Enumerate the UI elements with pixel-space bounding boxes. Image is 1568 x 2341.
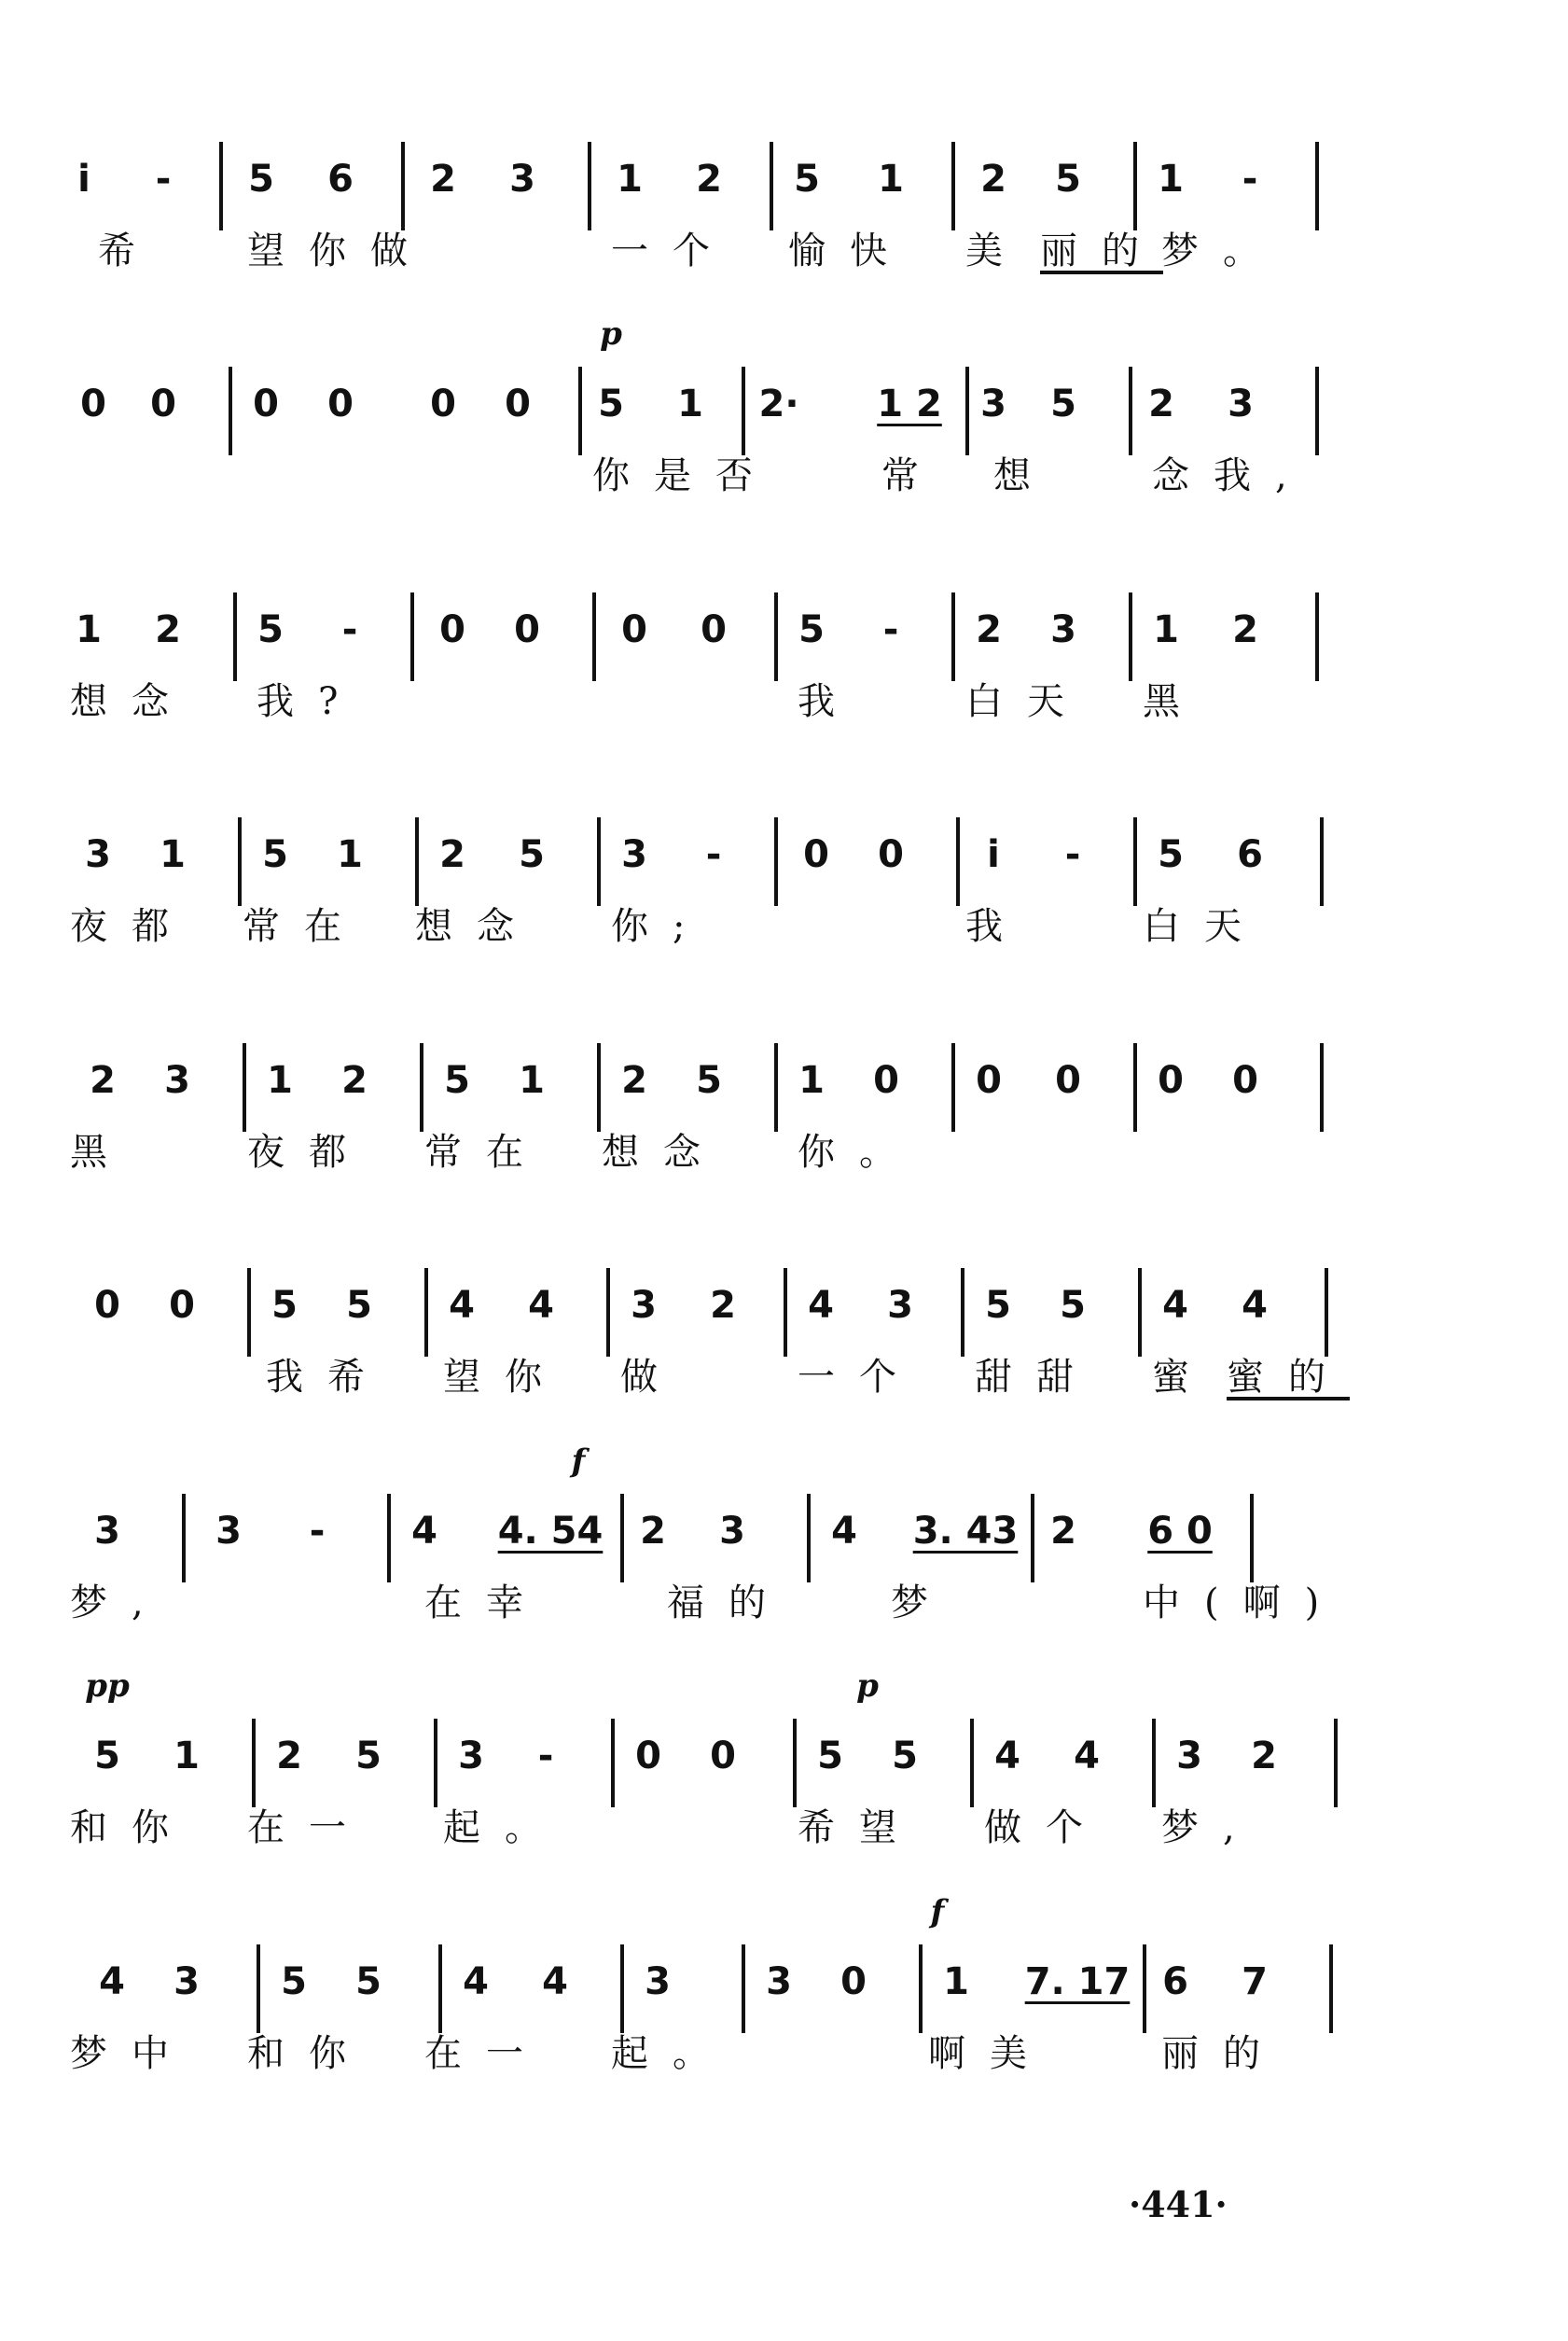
note: 5: [985, 1284, 1011, 1328]
barline: [410, 592, 414, 681]
page-number: ·441·: [1129, 2183, 1228, 2225]
note: 0: [439, 607, 465, 651]
note: 1: [160, 833, 186, 877]
score-row: [70, 766, 1357, 981]
lyric: 梦,: [70, 1581, 168, 1624]
lyric: 中(啊): [1143, 1581, 1344, 1624]
lyric: 我希: [266, 1356, 389, 1400]
note: 4: [1242, 1284, 1268, 1328]
note: 5: [892, 1735, 918, 1778]
note: 0: [80, 383, 106, 426]
note: 4: [528, 1284, 554, 1328]
note: 5: [817, 1735, 843, 1778]
score-row: [70, 1442, 1357, 1657]
note: 5: [598, 383, 624, 426]
note: 3: [215, 1509, 242, 1553]
dynamic-marking: f: [930, 1892, 945, 1930]
lyric: 梦。: [1161, 229, 1284, 272]
lyric: 念我,: [1152, 454, 1311, 498]
lyrics-line: [70, 1347, 1357, 1403]
lyric: 美: [965, 229, 1027, 272]
lyrics-line: [70, 1798, 1357, 1854]
note: 5: [1055, 157, 1081, 201]
barline: [793, 1719, 797, 1807]
note: 2: [1148, 383, 1174, 426]
note: 0: [710, 1735, 736, 1778]
barline: [970, 1719, 974, 1807]
note: 2: [341, 1058, 368, 1102]
note: 3: [1228, 383, 1254, 426]
barline: [784, 1268, 787, 1357]
note: 1: [798, 1058, 825, 1102]
lyric: 黑: [70, 1130, 132, 1174]
barline: [1250, 1494, 1254, 1582]
lyric: 我?: [257, 679, 363, 723]
note: 3: [85, 833, 111, 877]
note: 2: [90, 1058, 116, 1102]
note: 6: [1162, 1959, 1188, 2003]
lyric: 黑: [1143, 679, 1204, 723]
lyric: 丽的: [1040, 229, 1163, 272]
lyric: 蜜: [1152, 1356, 1214, 1400]
lyric: 望你做: [247, 229, 432, 272]
note: 0: [253, 383, 279, 426]
note: -: [155, 157, 172, 201]
note: 0: [505, 383, 531, 426]
note: 4: [1074, 1735, 1100, 1778]
lyric: 常在: [424, 1130, 548, 1174]
note: -: [341, 607, 358, 651]
note: 1: [1158, 157, 1184, 201]
barline: [606, 1268, 610, 1357]
barline: [1320, 817, 1324, 906]
note: 2: [155, 607, 181, 651]
barline: [243, 1043, 246, 1132]
barline: [965, 367, 969, 455]
note: 5: [794, 157, 820, 201]
score-row: [70, 1667, 1357, 1882]
barline: [1315, 367, 1319, 455]
note: 3: [458, 1735, 484, 1778]
notation-line: [70, 1893, 1357, 2024]
note: i: [987, 833, 1000, 877]
barline: [1315, 592, 1319, 681]
barline: [1129, 367, 1132, 455]
score-row: [70, 1217, 1357, 1431]
barline: [434, 1719, 437, 1807]
note: 3: [164, 1058, 190, 1102]
barline: [956, 817, 960, 906]
note: 4: [463, 1959, 489, 2003]
note: 3: [719, 1509, 745, 1553]
barline: [620, 1944, 624, 2033]
lyrics-line: [70, 897, 1357, 953]
note: 3: [631, 1284, 657, 1328]
lyric: 梦中: [70, 2031, 193, 2075]
dynamic-marking: pp: [85, 1667, 130, 1706]
note: 3: [645, 1959, 671, 2003]
lyric: 起。: [611, 2031, 734, 2075]
lyric: 望你: [443, 1356, 566, 1400]
barline: [1143, 1944, 1146, 2033]
lyric: 啊美: [928, 2031, 1051, 2075]
note: 0: [514, 607, 540, 651]
note: 0: [701, 607, 727, 651]
lyric: 我: [965, 905, 1027, 949]
lyric: 你。: [798, 1130, 921, 1174]
barline: [219, 142, 223, 230]
note: 0: [1158, 1058, 1184, 1102]
lyric: 常: [881, 454, 943, 498]
note: 0: [430, 383, 456, 426]
lyric: 想念: [70, 679, 193, 723]
barline: [229, 367, 232, 455]
lyrics-line: [70, 1122, 1357, 1178]
note: 2: [430, 157, 456, 201]
note: 3: [766, 1959, 792, 2003]
barline: [252, 1719, 256, 1807]
lyric: 我: [798, 679, 859, 723]
note: 4: [1162, 1284, 1188, 1328]
lyric: 丽的: [1161, 2031, 1284, 2075]
note: 5: [281, 1959, 307, 2003]
lyric: 夜都: [247, 1130, 370, 1174]
note: 0: [878, 833, 904, 877]
note: 2: [696, 157, 722, 201]
notation-line: [70, 315, 1357, 446]
note: 1: [337, 833, 363, 877]
note: 0: [840, 1959, 867, 2003]
barline: [620, 1494, 624, 1582]
barline: [387, 1494, 391, 1582]
note: 6: [1237, 833, 1263, 877]
note: 3: [887, 1284, 913, 1328]
note: 1 2: [877, 383, 942, 426]
dynamic-marking: p: [856, 1667, 879, 1706]
lyric: 想念: [415, 905, 538, 949]
note: 7: [1242, 1959, 1268, 2003]
note: 1: [173, 1735, 200, 1778]
lyric: 梦: [891, 1581, 952, 1624]
note: 1: [267, 1058, 293, 1102]
barline: [1320, 1043, 1324, 1132]
lyrics-line: [70, 2024, 1357, 2080]
lyric: 你是否: [592, 454, 777, 498]
barline: [257, 1944, 260, 2033]
note: 5: [262, 833, 288, 877]
barline: [1031, 1494, 1034, 1582]
note: -: [537, 1735, 554, 1778]
note: 6: [327, 157, 354, 201]
note: 5: [519, 833, 545, 877]
note: 0: [94, 1284, 120, 1328]
dynamic-marking: p: [600, 315, 622, 354]
barline: [1138, 1268, 1142, 1357]
barline: [807, 1494, 811, 1582]
note: 5: [355, 1735, 382, 1778]
lyric: 想: [993, 454, 1055, 498]
barline: [742, 1944, 745, 2033]
note: 5: [271, 1284, 298, 1328]
lyric: 蜜的: [1227, 1356, 1350, 1400]
note: -: [1242, 157, 1258, 201]
barline: [1315, 142, 1319, 230]
notation-line: [70, 91, 1357, 221]
notation-line: [70, 992, 1357, 1122]
barline: [951, 592, 955, 681]
note: 2: [276, 1735, 302, 1778]
note: 0: [635, 1735, 661, 1778]
note: 0: [327, 383, 354, 426]
barline: [951, 1043, 955, 1132]
note: 4: [808, 1284, 834, 1328]
note: 0: [1055, 1058, 1081, 1102]
barline: [401, 142, 405, 230]
lyric: 白天: [965, 679, 1089, 723]
barline: [247, 1268, 251, 1357]
barline: [578, 367, 582, 455]
score-row: [70, 1893, 1357, 2108]
lyric: 夜都: [70, 905, 193, 949]
note: 0: [150, 383, 176, 426]
lyric: 愉快: [788, 229, 911, 272]
lyric: 一个: [798, 1356, 921, 1400]
note: 1: [519, 1058, 545, 1102]
lyric: 甜甜: [975, 1356, 1098, 1400]
notation-line: [70, 1442, 1357, 1573]
barline: [961, 1268, 964, 1357]
note: 2: [1232, 607, 1258, 651]
note: 3: [621, 833, 647, 877]
lyric: 起。: [443, 1806, 566, 1850]
note: 0: [621, 607, 647, 651]
barline: [415, 817, 419, 906]
note: 3. 43: [912, 1509, 1019, 1553]
note: 2: [621, 1058, 647, 1102]
note: 0: [873, 1058, 899, 1102]
lyric: 和你: [70, 1806, 193, 1850]
barline: [597, 817, 601, 906]
note: 2: [1251, 1735, 1277, 1778]
note: 2: [640, 1509, 666, 1553]
note: 2·: [758, 383, 799, 426]
barline: [420, 1043, 423, 1132]
notation-line: [70, 766, 1357, 897]
lyric: 和你: [247, 2031, 370, 2075]
note: 4: [831, 1509, 857, 1553]
barline: [1133, 817, 1137, 906]
barline: [1334, 1719, 1338, 1807]
barline: [611, 1719, 615, 1807]
lyric: 在一: [424, 2031, 548, 2075]
note: 4: [411, 1509, 437, 1553]
note: 5: [1060, 1284, 1086, 1328]
note: 3: [1176, 1735, 1202, 1778]
lyric: 福的: [667, 1581, 790, 1624]
barline: [1329, 1944, 1333, 2033]
note: 1: [943, 1959, 969, 2003]
note: 5: [346, 1284, 372, 1328]
lyric: 希望: [798, 1806, 921, 1850]
barline: [182, 1494, 186, 1582]
note: -: [882, 607, 899, 651]
barline: [774, 1043, 778, 1132]
lyrics-line: [70, 1573, 1357, 1629]
barline: [1133, 142, 1137, 230]
note: 2: [439, 833, 465, 877]
note: 2: [710, 1284, 736, 1328]
note: 4: [449, 1284, 475, 1328]
lyric: 在一: [247, 1806, 370, 1850]
dynamic-marking: f: [571, 1442, 586, 1480]
barline: [770, 142, 773, 230]
lyric: 希: [98, 229, 160, 272]
barline: [1325, 1268, 1328, 1357]
note: 1: [617, 157, 643, 201]
barline: [592, 592, 596, 681]
barline: [919, 1944, 923, 2033]
lyric: 梦,: [1161, 1806, 1259, 1850]
note: 0: [976, 1058, 1002, 1102]
note: 5: [1050, 383, 1076, 426]
note: 1: [878, 157, 904, 201]
note: 2: [976, 607, 1002, 651]
lyric: 你;: [611, 905, 710, 949]
note: -: [309, 1509, 326, 1553]
note: 3: [94, 1509, 120, 1553]
barline: [238, 817, 242, 906]
lyric: 做: [620, 1356, 682, 1400]
lyric: 做个: [984, 1806, 1107, 1850]
note: 5: [355, 1959, 382, 2003]
note: 2: [980, 157, 1006, 201]
barline: [742, 367, 745, 455]
note: 1: [1153, 607, 1179, 651]
note: -: [1064, 833, 1081, 877]
barline: [438, 1944, 442, 2033]
note: -: [705, 833, 722, 877]
note: 3: [509, 157, 535, 201]
note: 5: [696, 1058, 722, 1102]
lyric: 一个: [611, 229, 734, 272]
note: 7. 17: [1024, 1959, 1131, 2003]
note: 3: [173, 1959, 200, 2003]
note: 6 0: [1147, 1509, 1213, 1553]
note: 0: [169, 1284, 195, 1328]
notation-line: [70, 541, 1357, 672]
note: 3: [1050, 607, 1076, 651]
lyrics-line: [70, 446, 1357, 502]
note: 3: [980, 383, 1006, 426]
note: 0: [1232, 1058, 1258, 1102]
barline: [1133, 1043, 1137, 1132]
score-row: [70, 315, 1357, 530]
lyric: 想念: [602, 1130, 725, 1174]
note: 5: [444, 1058, 470, 1102]
note: 4: [99, 1959, 125, 2003]
note: 5: [1158, 833, 1184, 877]
note: 5: [248, 157, 274, 201]
barline: [233, 592, 237, 681]
lyrics-line: [70, 221, 1357, 277]
lyrics-line: [70, 672, 1357, 728]
note: i: [77, 157, 90, 201]
score-row: [70, 992, 1357, 1206]
note: 5: [257, 607, 284, 651]
barline: [774, 817, 778, 906]
lyric: 在幸: [424, 1581, 548, 1624]
notation-line: [70, 1217, 1357, 1347]
notation-line: [70, 1667, 1357, 1798]
barline: [951, 142, 955, 230]
barline: [424, 1268, 428, 1357]
score-row: [70, 541, 1357, 756]
barline: [774, 592, 778, 681]
barline: [588, 142, 591, 230]
barline: [1152, 1719, 1156, 1807]
lyric: 常在: [243, 905, 366, 949]
note: 4: [542, 1959, 568, 2003]
note: 5: [94, 1735, 120, 1778]
note: 4: [994, 1735, 1020, 1778]
note: 0: [803, 833, 829, 877]
note: 1: [76, 607, 102, 651]
note: 1: [677, 383, 703, 426]
score-row: [70, 91, 1357, 305]
note: 4. 54: [497, 1509, 604, 1553]
lyric: 白天: [1143, 905, 1266, 949]
note: 2: [1050, 1509, 1076, 1553]
barline: [1129, 592, 1132, 681]
barline: [597, 1043, 601, 1132]
note: 5: [798, 607, 825, 651]
